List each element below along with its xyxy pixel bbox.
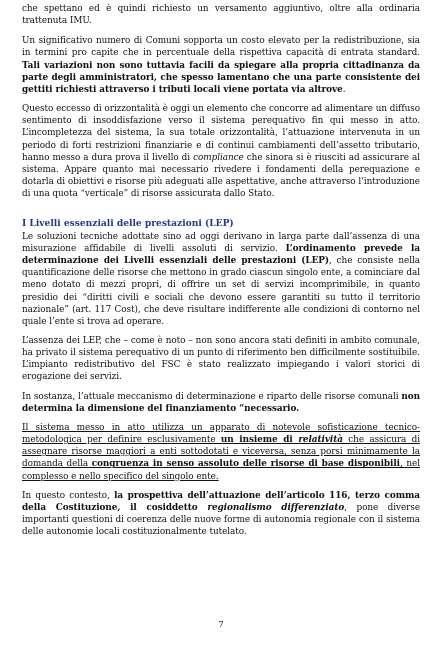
text-run: . <box>342 84 346 95</box>
paragraph <box>22 35 420 96</box>
text-run: L’ordinamento prevede la determinazione dei Livelli essenziali delle prestazioni (LEP) <box>22 243 420 267</box>
text-run: , che consiste nella quantificazione delle risorse che mettono in grado ciascun singolo ente, a cominciare dal meno dotato di mezzi propri, di offrire un set di servizi incomprimibile, in quanto presidio dei “diritti civili e sociali che devono essere garantiti su tutto il territorio nazionale” (art. 117 Cost), che deve risultare indifferente alle condizioni di contorno nel quale l’ente si trova ad operare. <box>22 256 420 327</box>
text-run: un insieme di <box>220 435 299 446</box>
text-run: Questo eccesso di orizzontalità è oggi un elemento che concorre ad alimentare un diffuso sentimento di insoddisfazione verso il sistema perequativo fin qui messo in atto. L’incompletezza del sistema, la sua totale orizzontalità, l’attuazione intervenuta in un periodo di forti restrizioni finanziarie e di continui cambiamenti dell’assetto tributario, hanno messo a dura prova il livello di <box>22 104 420 163</box>
text-run: che spettano ed è quindi richiesto un versamento aggiuntivo, oltre alla ordinaria trattenuta IMU. <box>22 4 420 27</box>
text-run: relatività <box>298 435 343 446</box>
text-run: che assicura di assegnare risorse maggiori a enti sottodotati e viceversa, senza porsi minimamente la domanda della <box>22 435 420 470</box>
page-number: 7 <box>218 620 224 630</box>
text-run: Le soluzioni tecniche adottate sino ad oggi derivano in larga parte dall’assenza di una misurazione affidabile di livelli assoluti di servizio. <box>22 231 420 254</box>
text-run: non determina la dimensione del finanziamento “necessario. <box>22 391 420 414</box>
intro-section <box>22 3 420 200</box>
text-run: che sinora si è riusciti ad assicurare al sistema. Appare quanto mai necessario rivedere i fondamenti della perequazione e dotarla di obiettivi e risorse più adeguati alle aspettative, anche attraverso l’introduzione di una quota “verticale” di risorse assicurata dallo Stato. <box>22 152 420 200</box>
text-run: Il sistema messo in atto utilizza un apparato di notevole sofisticazione tecnico-metodologica per definire esclusivamente <box>22 422 420 446</box>
paragraph <box>22 3 420 27</box>
paragraph <box>22 391 420 415</box>
lep-section <box>22 231 420 539</box>
section-heading: I Livelli essenziali delle prestazioni (LEP) <box>22 218 234 230</box>
paragraph <box>22 103 420 200</box>
text-run: regionalismo differenziato <box>207 502 345 513</box>
text-run: compliance <box>193 152 244 163</box>
text-run: , pone diverse importanti questioni di coerenza delle nuove forme di autonomia regionale con il sistema delle autonomie locali costituzionalmente tutelato. <box>22 502 420 538</box>
text-run: In questo contesto, <box>22 490 115 501</box>
text-run: Un significativo numero di Comuni sopporta un costo elevato per la redistribuzione, sia in termini pro capite che in percentuale della rispettiva capacità di entrata standard. <box>22 36 420 59</box>
text-run: Tali variazioni non sono tuttavia facili da spiegare alla propria cittadinanza da parte degli amministratori, che spesso lamentano che una parte consistente dei gettiti richiesti attraverso i tributi locali viene portata via altrove <box>22 60 420 95</box>
paragraph <box>22 335 420 384</box>
text-run: L’assenza dei LEP, che – come è noto – non sono ancora stati definiti in ambito comunale, ha privato il sistema perequativo di un punto di riferimento ben difficilmente sostituibile. L’impianto redistributivo del FSC è stato realizzato impiegando i valori storici di erogazione dei servizi. <box>22 336 420 383</box>
paragraph <box>22 231 420 328</box>
text-run: la prospettiva dell’attuazione dell’articolo 116, terzo comma della Costituzione, il cosiddetto <box>22 490 420 513</box>
text-run: In sostanza, l’attuale meccanismo di determinazione e riparto delle risorse comunali <box>22 391 402 402</box>
paragraph <box>22 422 420 483</box>
paragraph <box>22 490 420 539</box>
text-run: , nel complesso e nello specifico del singolo ente. <box>22 459 420 482</box>
text-run: congruenza in senso assoluto delle risorse di base disponibili <box>91 459 400 470</box>
